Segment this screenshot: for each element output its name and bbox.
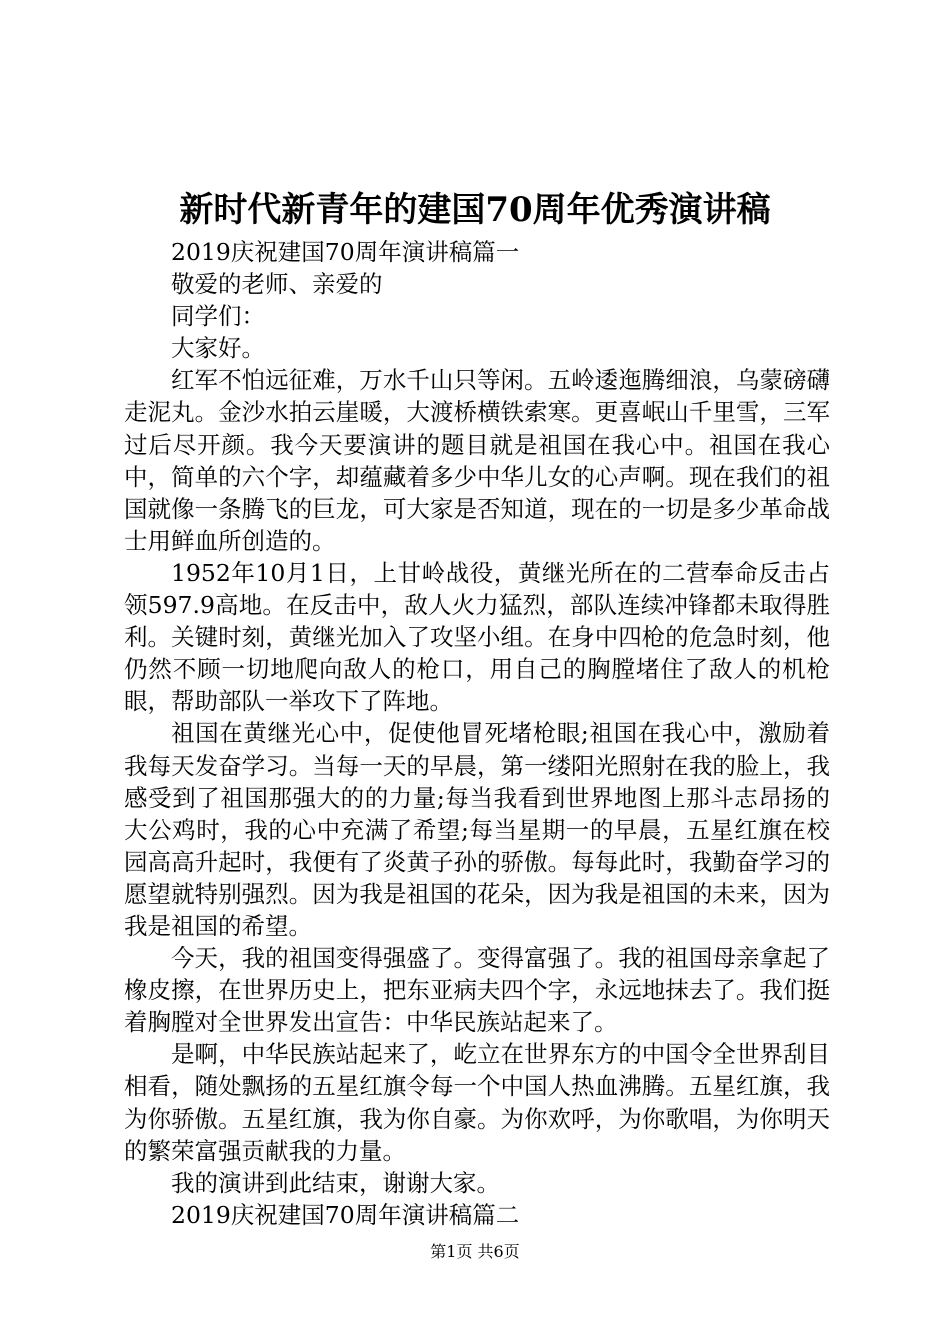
paragraph-body: 红军不怕远征难，万水千山只等闲。五岭逶迤腾细浪，乌蒙磅礴走泥丸。金沙水拍云崖暖，大渡桥横铁索寒。更喜岷山千里雪，三军过后尽开颜。我今天要演讲的题目就是祖国在我心中。祖国在我心中，简单的六个字，却蕴藏着多少中华儿女的心声啊。现在我们的祖国就像一条腾飞的巨龙，可大家是否知道，现在的一切是多少革命战士用鲜血所创造的。 — [124, 366, 830, 555]
document-title: 新时代新青年的建国70周年优秀演讲稿 — [179, 190, 771, 230]
paragraph-closing: 我的演讲到此结束，谢谢大家。 — [171, 1168, 500, 1197]
paragraph-section-heading: 2019庆祝建国70周年演讲稿篇二 — [171, 1200, 520, 1229]
paragraph-section-heading: 2019庆祝建国70周年演讲稿篇一 — [171, 238, 520, 266]
paragraph-body: 祖国在黄继光心中，促使他冒死堵枪眼;祖国在我心中，激励着我每天发奋学习。当每一天的早晨，第一缕阳光照射在我的脸上，我感受到了祖国那强大的的力量;每当我看到世界地图上那斗志昂扬的大公鸡时，我的心中充满了希望;每当星期一的早晨，五星红旗在校园高高升起时，我便有了炎黄子孙的骄傲。每每此时，我勤奋学习的愿望就特别强烈。因为我是祖国的花朵，因为我是祖国的未来，因为我是祖国的希望。 — [124, 719, 830, 940]
page-number: 第1页 共6页 — [430, 1242, 520, 1261]
paragraph-salutation-cont: 同学们： — [171, 302, 265, 331]
paragraph-salutation: 敬爱的老师、亲爱的 — [171, 270, 383, 299]
paragraph-greeting: 大家好。 — [171, 334, 265, 363]
paragraph-body: 今天，我的祖国变得强盛了。变得富强了。我的祖国母亲拿起了橡皮擦，在世界历史上，把东亚病夫四个字，永远地抹去了。我们挺着胸膛对全世界发出宣告：中华民族站起来了。 — [124, 944, 830, 1037]
document-body — [124, 236, 830, 1231]
paragraph-body: 1952年10月1日，上甘岭战役，黄继光所在的二营奉命反击占领597.9高地。在反击中，敌人火力猛烈，部队连续冲锋都未取得胜利。关键时刻，黄继光加入了攻坚小组。在身中四枪的危急时刻，他仍然不顾一切地爬向敌人的枪口，用自己的胸膛堵住了敌人的机枪眼，帮助部队一举攻下了阵地。 — [124, 558, 830, 716]
paragraph-body: 是啊，中华民族站起来了，屹立在世界东方的中国令全世界刮目相看，随处飘扬的五星红旗令每一个中国人热血沸腾。五星红旗，我为你骄傲。五星红旗，我为你自豪。为你欢呼，为你歌唱，为你明天的繁荣富强贡献我的力量。 — [124, 1040, 830, 1165]
